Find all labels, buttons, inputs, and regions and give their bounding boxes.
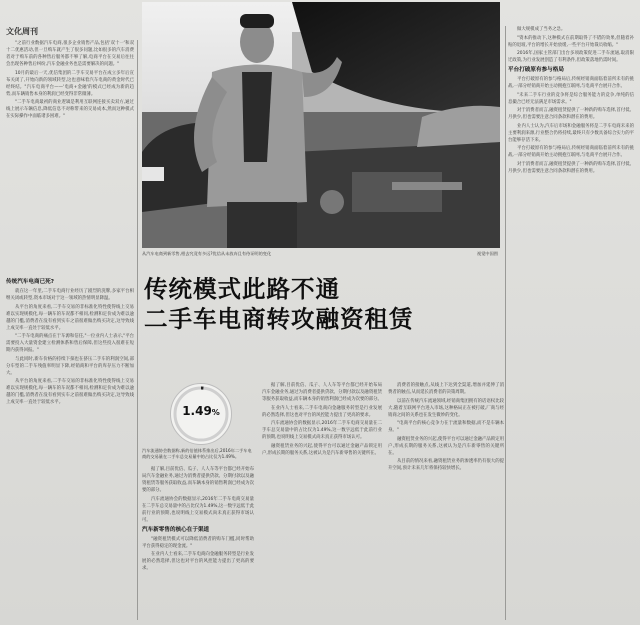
paragraph: "之前行业数据汽车电商,很多企业销售产品,包括'双十一'和双十二优惠活动,但一旦购车就产生了很多问题,比如很多的汽车消费者对于购车前的各种售后服务都不够了解,电商平台在交易后往往会出现各种售后纠纷,汽车金融业务也是需要解决的问题。" [6, 41, 134, 67]
stat-value: 1.49 [182, 404, 212, 418]
paragraph: 融资租赁业务的兴起,使得平台可以通过金融产品锁定用户,形成长期的服务关系,这被认为是汽车新零售的关键所在。 [388, 436, 504, 456]
subhead-dead: 传统汽车电商已死? [6, 279, 54, 285]
paragraph: 据了解,目前优信、瓜子、人人车等平台都已经开始布局汽车金融业务,通过为消费者提供贷款、分期付款以及融资租赁等服务获取收益,而车辆本身的销售利润已经成为次要的部分。 [142, 467, 254, 493]
paragraph: 平台打破原有的参与格局后,传统经销商面临着前所未有的挑战,一部分经销商开始主动拥抱互联网,与电商平台展开合作。 [508, 146, 634, 158]
stat-note: 汽车流通协会数据称,新的估值体系推出后,2016年二手车电商的交易量在二手车总交易量中的占比仅为1.49%。 [142, 448, 252, 459]
photo-caption [142, 249, 500, 258]
paragraph: 对于消费者而言,融资租赁提供了一种新的购车选择,首付低、月供少,但也需要注意合同条款和潜在的费用。 [508, 108, 634, 120]
stat-circle [170, 383, 232, 445]
news-photo [142, 2, 500, 248]
column-1 [6, 40, 134, 272]
stat-unit: % [211, 408, 220, 417]
subhead-platform: 平台打破原有参与格局 [508, 67, 564, 73]
column-1-lower [6, 276, 134, 621]
paragraph: "电商平台的核心竞争力在于流量和数据,而不是车辆本身。" [388, 421, 504, 433]
section-tag: 文化周刊 [6, 27, 38, 36]
headline-line-1: 传统模式此路不通 [144, 275, 340, 303]
paragraph: 在业内人士看来,二手车电商向金融服务转型是行业发展的必然选择,但这也对平台的风控能力提出了更高的要求。 [142, 552, 254, 571]
headline-line-2: 二手车电商转攻融资租赁 [144, 305, 414, 333]
paragraph: 10月的最后一天,优信集团的二手车交易平台在成立多年后宣布关闭了,开始向新的领域转型,这也意味着汽车电商的黄金时代已经终结。"汽车电商平台——'电商+金融'的模式已经成为新的趋势,而车辆销售本身的利润已经变得非常微薄。 [6, 70, 134, 97]
paragraph: 汽车流通协会的数据显示,2016年二手车电商交易量在二手车总交易量中的占比仅为1.49%,这一数字远低于此前行业的预期,也说明线上交易模式尚未真正获得市场认可。 [262, 421, 382, 440]
paragraph: 平台打破原有的参与格局后,传统经销商面临着前所未有的挑战,一部分经销商开始主动拥抱互联网,与电商平台展开合作。 [508, 77, 634, 89]
paragraph: 融资租赁业务的兴起,使得平台可以通过金融产品锁定用户,形成长期的服务关系,这被认为是汽车新零售的关键所在。 [262, 443, 382, 456]
paragraph: "二手车电商的痛点在于车源和信任,"一位业内人士表示,"平台需要投入大量资金建立检测体系和售后保障,但这些投入很难在短期内获得回报。" [6, 334, 134, 353]
paragraph: 消费者的接触点,从线上下达到全渠道,增加并延伸了消费者的触点,从而延长消费者的决策周期。 [388, 383, 504, 395]
column-3 [142, 466, 254, 621]
paragraph: 就在这一年里,二手车电商行业经历了剧烈的洗牌,多家平台相继关闭或转型,资本市场对于这一领域的热情明显降温。 [6, 289, 134, 301]
paragraph: 从平台的角度来看,二手车交易的非标准化特性使得线上交易难以实现规模化,每一辆车的车况都不相同,检测和定价成为难以逾越的门槛,消费者在没有看到实车之前很难做出购买决定,这导致线上成交率一直处于较低水平。 [6, 304, 134, 331]
paragraph: 从平台的角度来看,二手车交易的非标准化特性使得线上交易难以实现规模化,每一辆车的车况都不相同,检测和定价成为难以逾越的门槛,消费者在没有看到实车之前很难做出购买决定,这导致线上成交率一直处于较低水平。 [6, 379, 134, 405]
photo-illustration [142, 2, 500, 248]
paragraph: 以前在传统汽车流通领域,经销商集团拥有的话语权比较大,随着互联网平台进入市场,这种格局正在被打破,厂商与经销商之间的关系也在发生微妙的变化。 [388, 398, 504, 418]
column-divider [137, 40, 138, 620]
paragraph: "资本的推动下,这种模式在前期取得了不错的效果,但随着补贴的退坡,平台的增长开始放缓,一些平台开始裁员收缩。" [508, 35, 634, 48]
paragraph: 对于消费者而言,融资租赁提供了一种新的购车选择,首付低、月供少,但也需要注意合同条款和潜在的费用。 [508, 161, 634, 174]
paragraph: "融资租赁模式可以降低消费者的购车门槛,同时帮助平台获得稳定的现金流。" [142, 536, 254, 549]
subhead-retail: 汽车新零售的核心在于渠道 [142, 526, 210, 533]
paragraph: "二手车电商最初的商业逻辑是利用互联网连接买卖双方,通过线上展示车辆信息,降低信息不对称带来的交易成本,然而这种模式在实际操作中面临诸多困难。" [6, 100, 134, 119]
caption-text: 从汽车电商到新零售,相去究竟有多远?优信从未放弃且有待证明的变化 [142, 251, 272, 256]
photo-credit: 视觉中国图 [477, 251, 498, 256]
column-divider [505, 26, 506, 620]
column-5 [508, 26, 634, 621]
paragraph: 2016年,国家主管部门出台多项政策促进二手车流通,取消限迁政策,为行业发展创造了有利条件,但政策落地仍需时间。 [508, 51, 634, 63]
headline [144, 274, 414, 334]
paragraph: 汽车流通协会的数据显示,2016年二手车电商交易量在二手车总交易量中的占比仅为1.49%,这一数字远低于此前行业的预期,也说明线上交易模式尚未真正获得市场认可。 [142, 496, 254, 523]
paragraph: 从目前的情况来看,融资租赁业务的渗透率仍有很大的提升空间,预计未来几年将保持较快增长。 [388, 459, 504, 471]
stat-value-wrap [171, 404, 231, 418]
paragraph: 业内人士认为,汽车后市场和金融服务将是二手车电商未来的主要利润来源,行业整合仍将持续,最终只有少数具备综合实力的平台能够存活下来。 [508, 123, 634, 143]
paragraph: 做大规模成了当务之急。 [517, 27, 566, 32]
paragraph: 据了解,目前优信、瓜子、人人车等平台都已经开始布局汽车金融业务,通过为消费者提供贷款、分期付款以及融资租赁等服务获取收益,而车辆本身的销售利润已经成为次要的部分。 [262, 383, 382, 402]
column-4 [388, 382, 504, 621]
paragraph: 与此同时,新车价格的持续下探也在挤压二手车的利润空间,部分车型的二手车残值率明显下降,经销商和平台的库存压力不断加大。 [6, 356, 134, 376]
paragraph: "未来二手车行业的竞争将是综合服务能力的竞争,单纯的信息撮合已经无法满足市场需求。" [508, 92, 634, 105]
column-3b [262, 382, 382, 621]
paragraph: 在业内人士看来,二手车电商向金融服务转型是行业发展的必然选择,但这也对平台的风控能力提出了更高的要求。 [262, 405, 382, 418]
